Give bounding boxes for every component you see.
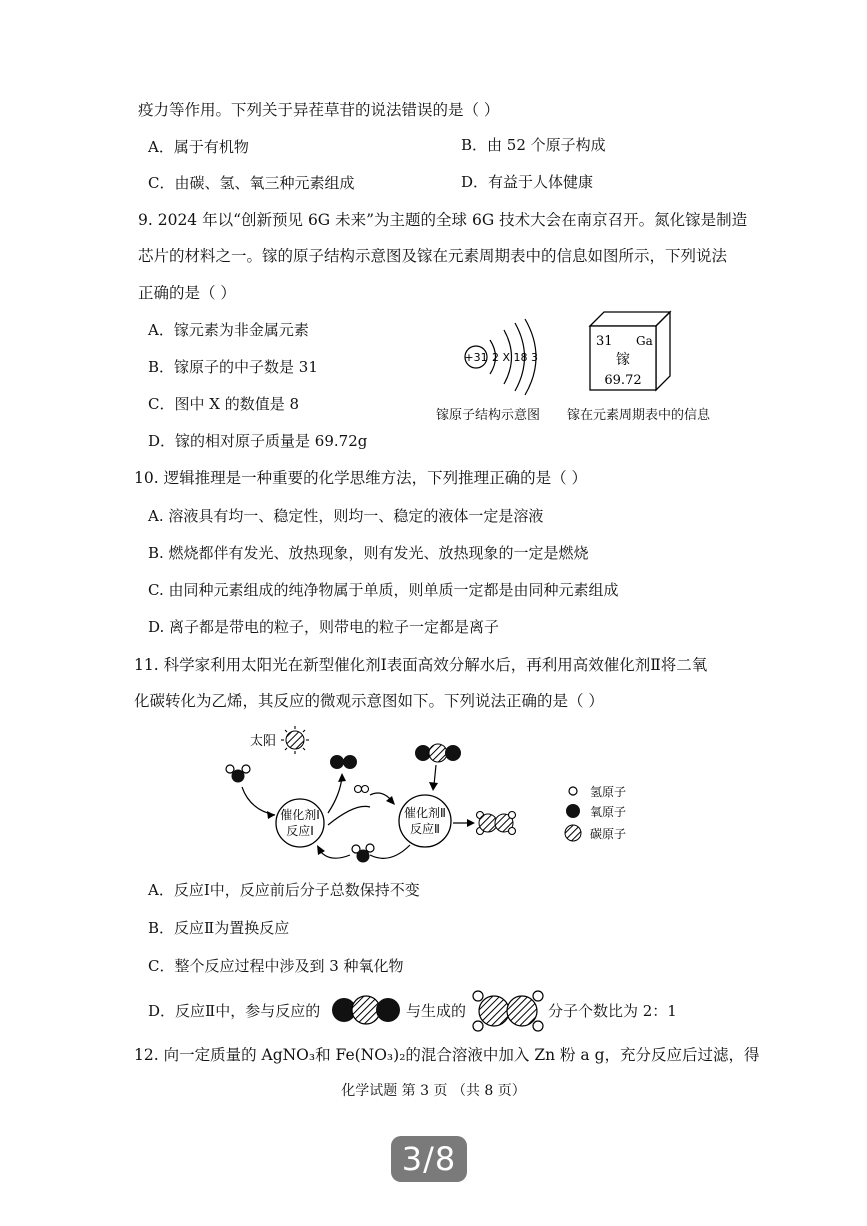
q8-option-c: C．由碳、氢、氧三种元素组成 — [148, 174, 355, 192]
legend-carbon: 碳原子 — [590, 827, 627, 841]
q9-line3: 正确的是（ ） — [138, 284, 236, 302]
element-caption: 镓在元素周期表中的信息 — [567, 408, 711, 423]
water-molecule-product — [352, 844, 374, 863]
q9-option-c: C．图中 X 的数值是 8 — [148, 395, 300, 413]
q9-option-a: A．镓元素为非金属元素 — [148, 321, 309, 339]
q9-line2: 芯片的材料之一。镓的原子结构示意图及镓在元素周期表中的信息如图所示，下列说法 — [138, 247, 728, 265]
sun-icon — [281, 726, 309, 754]
arrow — [242, 787, 275, 815]
q10-option-c: C. 由同种元素组成的纯净物属于单质，则单质一定都是由同种元素组成 — [148, 581, 619, 599]
hydrogen-molecule — [355, 786, 369, 793]
q11-line2: 化碳转化为乙烯，其反应的微观示意图如下。下列说法正确的是（ ） — [134, 692, 604, 710]
q8-option-b: B．由 52 个原子构成 — [461, 136, 606, 154]
legend-carbon-marker — [565, 825, 581, 841]
q12-stem: 12. 向一定质量的 AgNO₃和 Fe(NO₃)₂的混合溶液中加入 Zn 粉 a g，充分反应后过滤，得 — [134, 1046, 760, 1064]
co2-molecule-inline — [330, 994, 402, 1026]
q10-option-b: B. 燃烧都伴有发光、放热现象，则有发光、放热现象的一定是燃烧 — [148, 544, 589, 562]
q8-option-a: A．属于有机物 — [148, 138, 249, 156]
q8-option-d: D．有益于人体健康 — [461, 173, 594, 191]
sun-label: 太阳 — [250, 734, 277, 749]
q9-line1: 9. 2024 年以“创新预见 6G 未来”为主题的全球 6G 技术大会在南京召开。氮化镓是制造 — [138, 211, 748, 229]
element-number: 31 — [596, 334, 613, 349]
water-molecule — [226, 765, 250, 783]
atom-nucleus: +31 — [464, 351, 488, 364]
atom-shell-electrons: 2 X 18 3 — [492, 351, 539, 364]
legend-hydrogen-marker — [569, 787, 577, 795]
q11-line1: 11. 科学家利用太阳光在新型催化剂Ⅰ表面高效分解水后，再利用高效催化剂Ⅱ将二氧 — [134, 656, 708, 674]
page-footer: 化学试题 第 3 页 （共 8 页） — [341, 1083, 526, 1099]
q10-option-a: A. 溶液具有均一、稳定性，则均一、稳定的液体一定是溶液 — [148, 507, 544, 525]
q9-option-d: D．镓的相对原子质量是 69.72g — [148, 432, 368, 450]
reaction-diagram — [220, 725, 650, 870]
q9-option-b: B．镓原子的中子数是 31 — [148, 358, 318, 376]
catalyst-2-label: 催化剂Ⅱ — [404, 806, 446, 820]
ethylene-molecule-inline — [472, 988, 547, 1034]
legend-oxygen-marker — [566, 804, 580, 818]
gallium-atom-diagram — [455, 315, 575, 400]
carbon-dioxide-molecule — [415, 744, 461, 762]
q11-option-a: A．反应Ⅰ中，反应前后分子总数保持不变 — [148, 881, 420, 899]
q11-option-d-pre: D．反应Ⅱ中，参与反应的 — [148, 1002, 321, 1020]
q10-stem: 10. 逻辑推理是一种重要的化学思维方法，下列推理正确的是（ ） — [134, 469, 588, 487]
element-mass: 69.72 — [604, 373, 642, 388]
atom-caption: 镓原子结构示意图 — [436, 408, 541, 423]
element-symbol: Ga — [636, 334, 653, 348]
q11-option-b: B．反应Ⅱ为置换反应 — [148, 919, 290, 937]
catalyst-1-reaction: 反应Ⅰ — [286, 824, 314, 838]
catalyst-2 — [399, 795, 451, 847]
gallium-element-cell — [590, 312, 675, 397]
q8-stem: 疫力等作用。下列关于异茬草苷的说法错误的是（ ） — [138, 101, 500, 119]
ethylene-molecule — [477, 812, 516, 835]
catalyst-1 — [276, 799, 324, 847]
q10-option-d: D. 离子都是带电的粒子，则带电的粒子一定都是离子 — [148, 618, 500, 636]
page-indicator: 3/8 — [391, 1136, 467, 1182]
q11-option-d-post: 分子个数比为 2：1 — [548, 1002, 677, 1020]
catalyst-2-reaction: 反应Ⅱ — [410, 822, 440, 836]
q11-option-c: C．整个反应过程中涉及到 3 种氧化物 — [148, 957, 404, 975]
element-name: 镓 — [616, 352, 630, 368]
legend-oxygen: 氧原子 — [590, 805, 627, 819]
q11-option-d-mid: 与生成的 — [406, 1002, 467, 1020]
legend-hydrogen: 氢原子 — [590, 785, 627, 799]
oxygen-molecule — [330, 755, 357, 769]
catalyst-1-label: 催化剂Ⅰ — [280, 808, 320, 822]
